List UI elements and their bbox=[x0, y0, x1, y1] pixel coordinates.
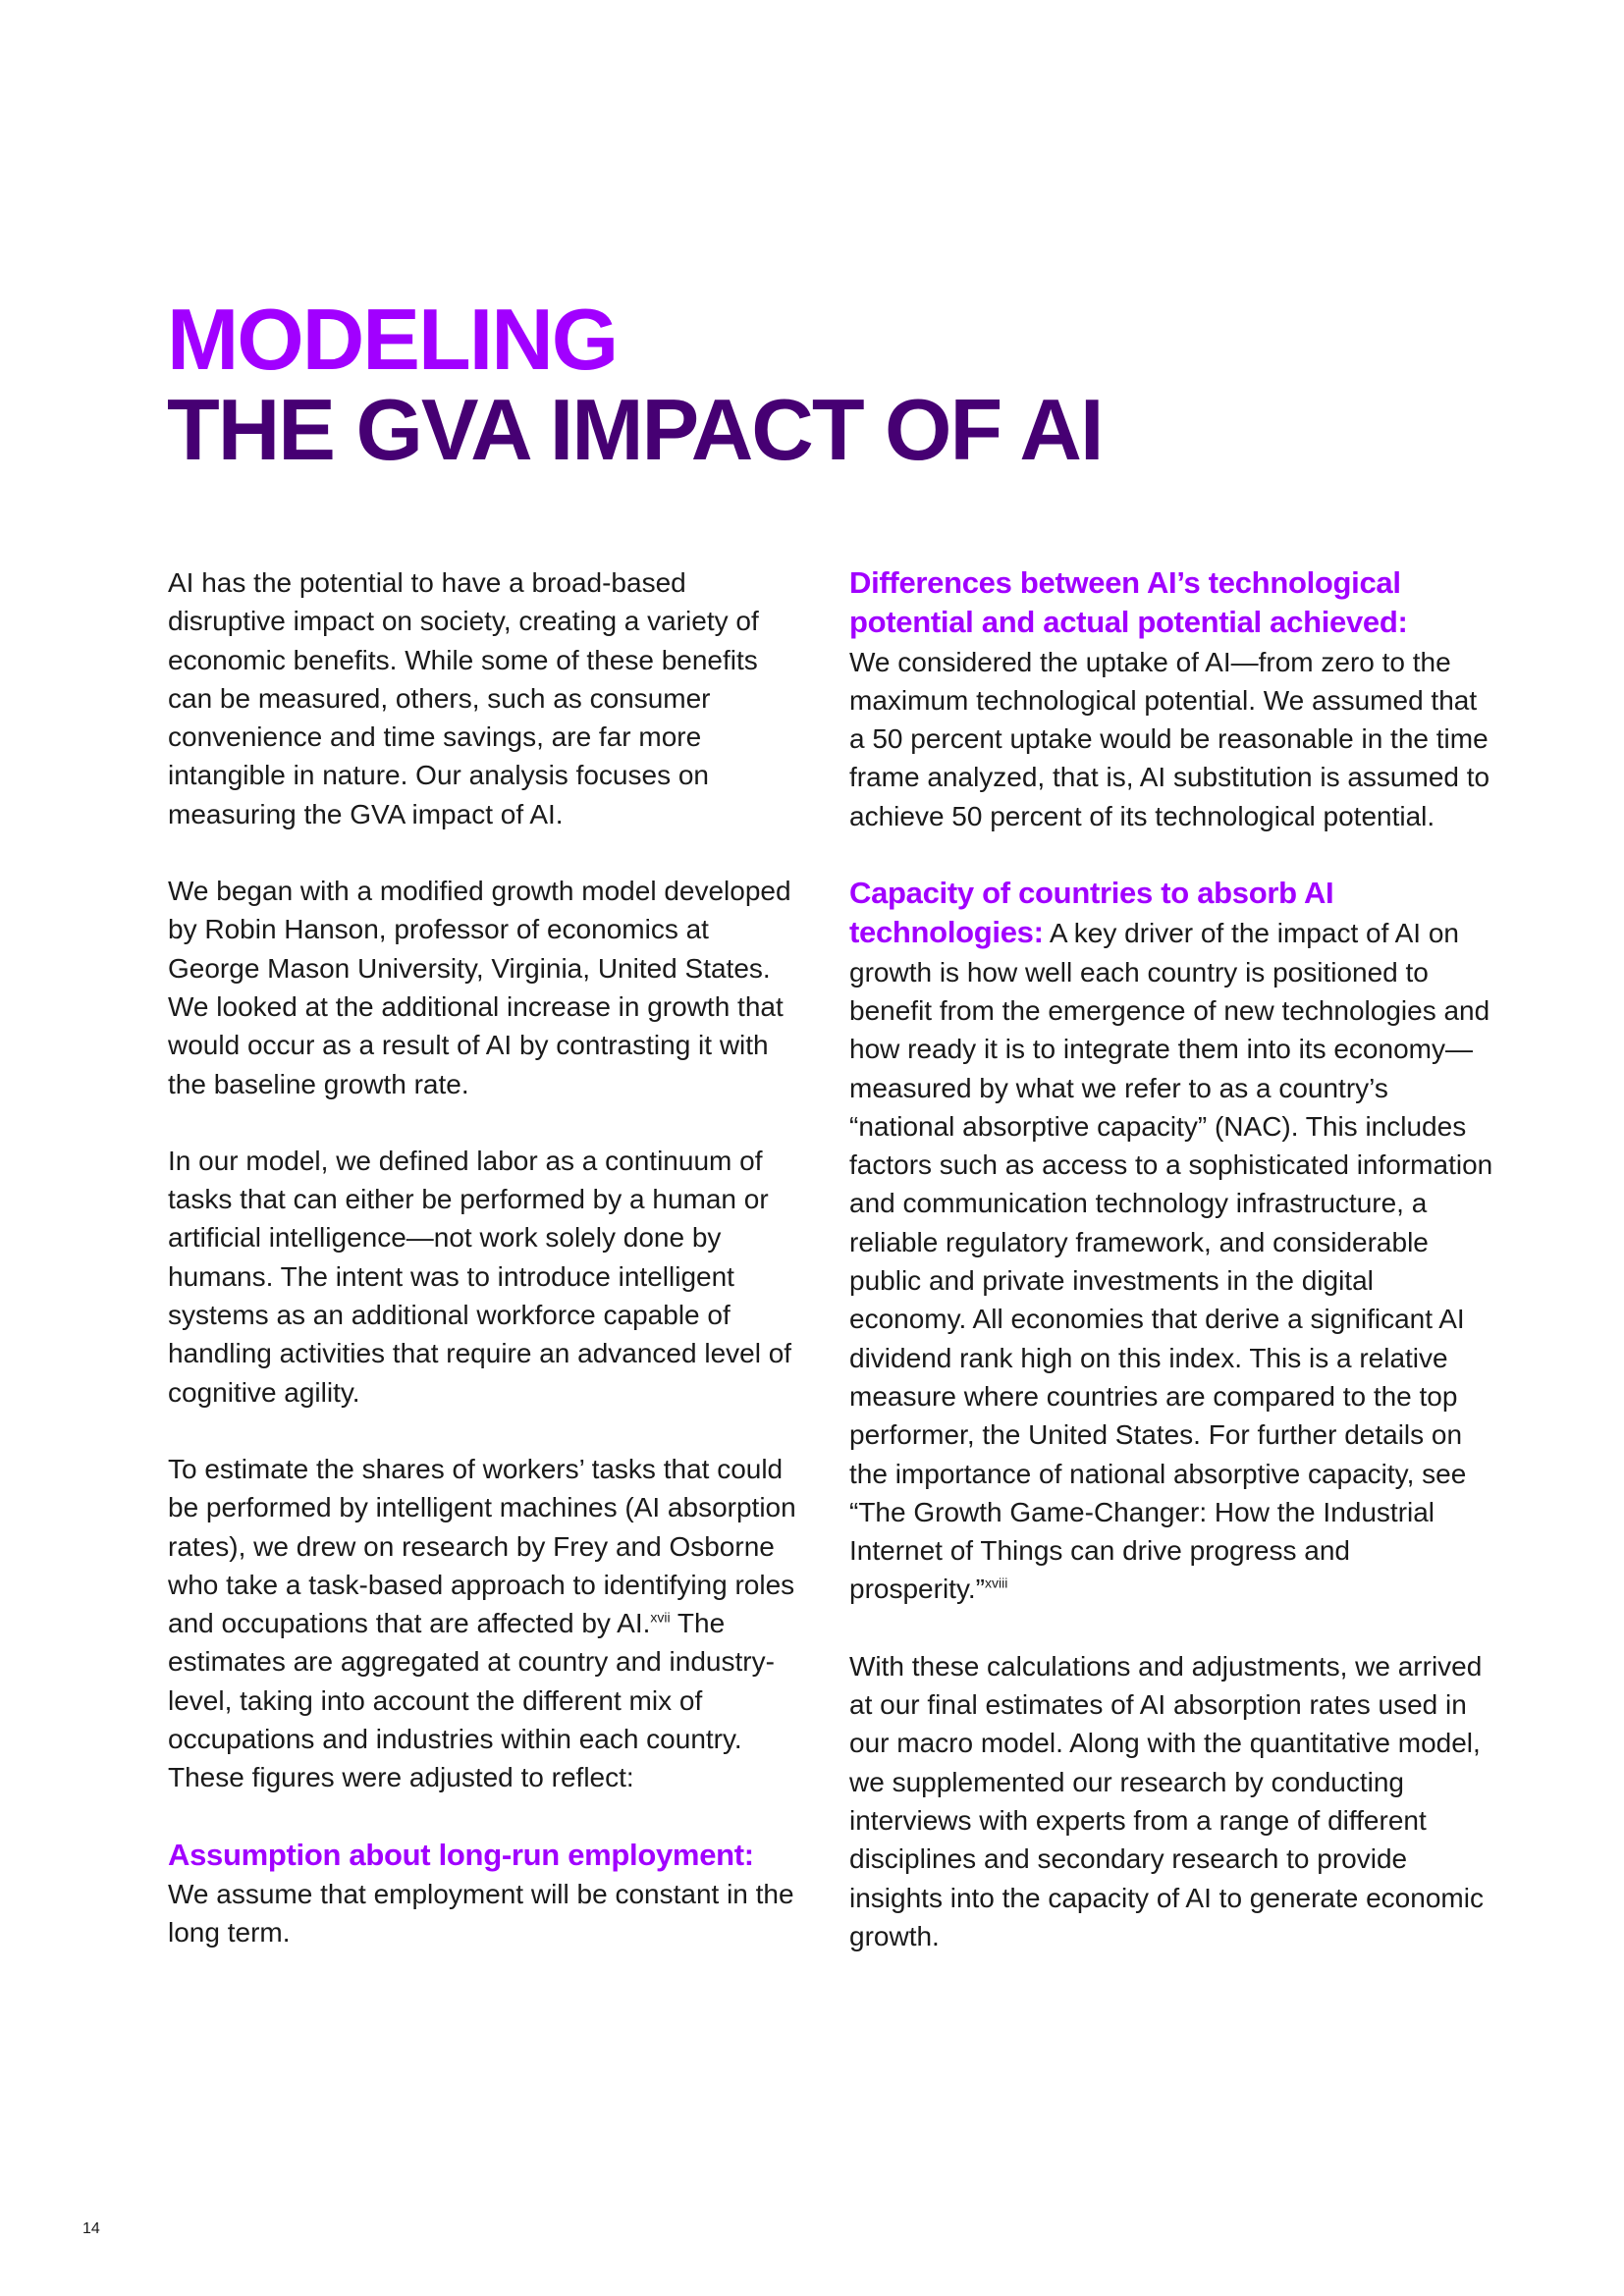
absorptive-capacity-text: A key driver of the impact of AI on growth is how well each country is positioned to benefit from the emergence of new technologies and how ready it is to integrate them into its economy—measured by what we refer to as a country’s “national absorptive capacity” (NAC). This includes factors such as access to a sophisticated information and communication technology infrastructure, a reliable regulatory framework, and considerable public and private investments in the digital economy. All economies that derive a significant AI dividend rank high on this index. This is a relative measure where countries are compared to the top performer, the United States. For further details on the importance of national absorptive capacity, see “The Growth Game-Changer: How the Industrial Internet of Things can drive progress and prosperity.” bbox=[849, 918, 1493, 1605]
paragraph-intro: AI has the potential to have a broad-based disruptive impact on society, creating a variety of economic benefits. While some of these benefits can be measured, others, such as consumer convenience and time savings, are far more intangible in nature. Our analysis focuses on measuring the GVA impact of AI. bbox=[168, 567, 759, 829]
title-line-2: THE GVA IMPACT OF AI bbox=[167, 381, 1103, 478]
heading-technological-potential: Differences between AI’s technological potential and actual potential achieved: bbox=[849, 565, 1408, 640]
footnote-ref-xviii: xviii bbox=[984, 1575, 1008, 1592]
footnote-ref-xvii: xvii bbox=[650, 1609, 671, 1626]
absorption-text-b: The estimates are aggregated at country and industry-level, taking into account the different mix of occupations and industries within each country. These figures were adjusted to reflect: bbox=[168, 1608, 775, 1793]
paragraph-absorptive-capacity bbox=[849, 874, 1497, 1609]
absorption-text-a: To estimate the shares of workers’ tasks that could be performed by intelligent machines (AI absorption rates), we drew on research by Frey and Osborne who take a task-based approach to identifying roles and occupations that are affected by AI. bbox=[168, 1453, 796, 1639]
paragraph-labor-definition: In our model, we defined labor as a continuum of tasks that can either be performed by a human or artificial intelligence—not work solely done by humans. The intent was to introduce intelligent systems as an additional workforce capable of handling activities that require an advanced level of cognitive agility. bbox=[168, 1145, 792, 1408]
long-run-employment-text: We assume that employment will be constant in the long term. bbox=[168, 1878, 794, 1949]
heading-long-run-employment: Assumption about long-run employment: bbox=[168, 1837, 754, 1872]
page-number: 14 bbox=[82, 2220, 100, 2237]
paragraph-absorption-rates bbox=[168, 1450, 796, 1797]
page-title bbox=[167, 291, 1103, 478]
left-column bbox=[168, 563, 796, 1952]
paragraph-growth-model: We began with a modified growth model developed by Robin Hanson, professor of economics at George Mason University, Virginia, United States. We looked at the additional increase in growth that would occur as a result of AI by contrasting it with the baseline growth rate. bbox=[168, 876, 791, 1099]
paragraph-long-run-employment bbox=[168, 1836, 796, 1952]
right-column bbox=[849, 563, 1497, 1955]
paragraph-technological-potential bbox=[849, 563, 1497, 835]
technological-potential-text: We considered the uptake of AI—from zero to the maximum technological potential. We assumed that a 50 percent uptake would be reasonable in the time frame analyzed, that is, AI substitution is assumed to achieve 50 percent of its technological potential. bbox=[849, 646, 1490, 831]
paragraph-conclusion: With these calculations and adjustments, we arrived at our final estimates of AI absorption rates used in our macro model. Along with the quantitative model, we supplemented our research by conducting interviews with experts from a range of different disciplines and secondary research to provide insights into the capacity of AI to generate economic growth. bbox=[849, 1650, 1484, 1951]
heading-absorptive-capacity: Capacity of countries to absorb AI technologies: bbox=[849, 876, 1334, 950]
title-line-1: MODELING bbox=[167, 291, 618, 388]
